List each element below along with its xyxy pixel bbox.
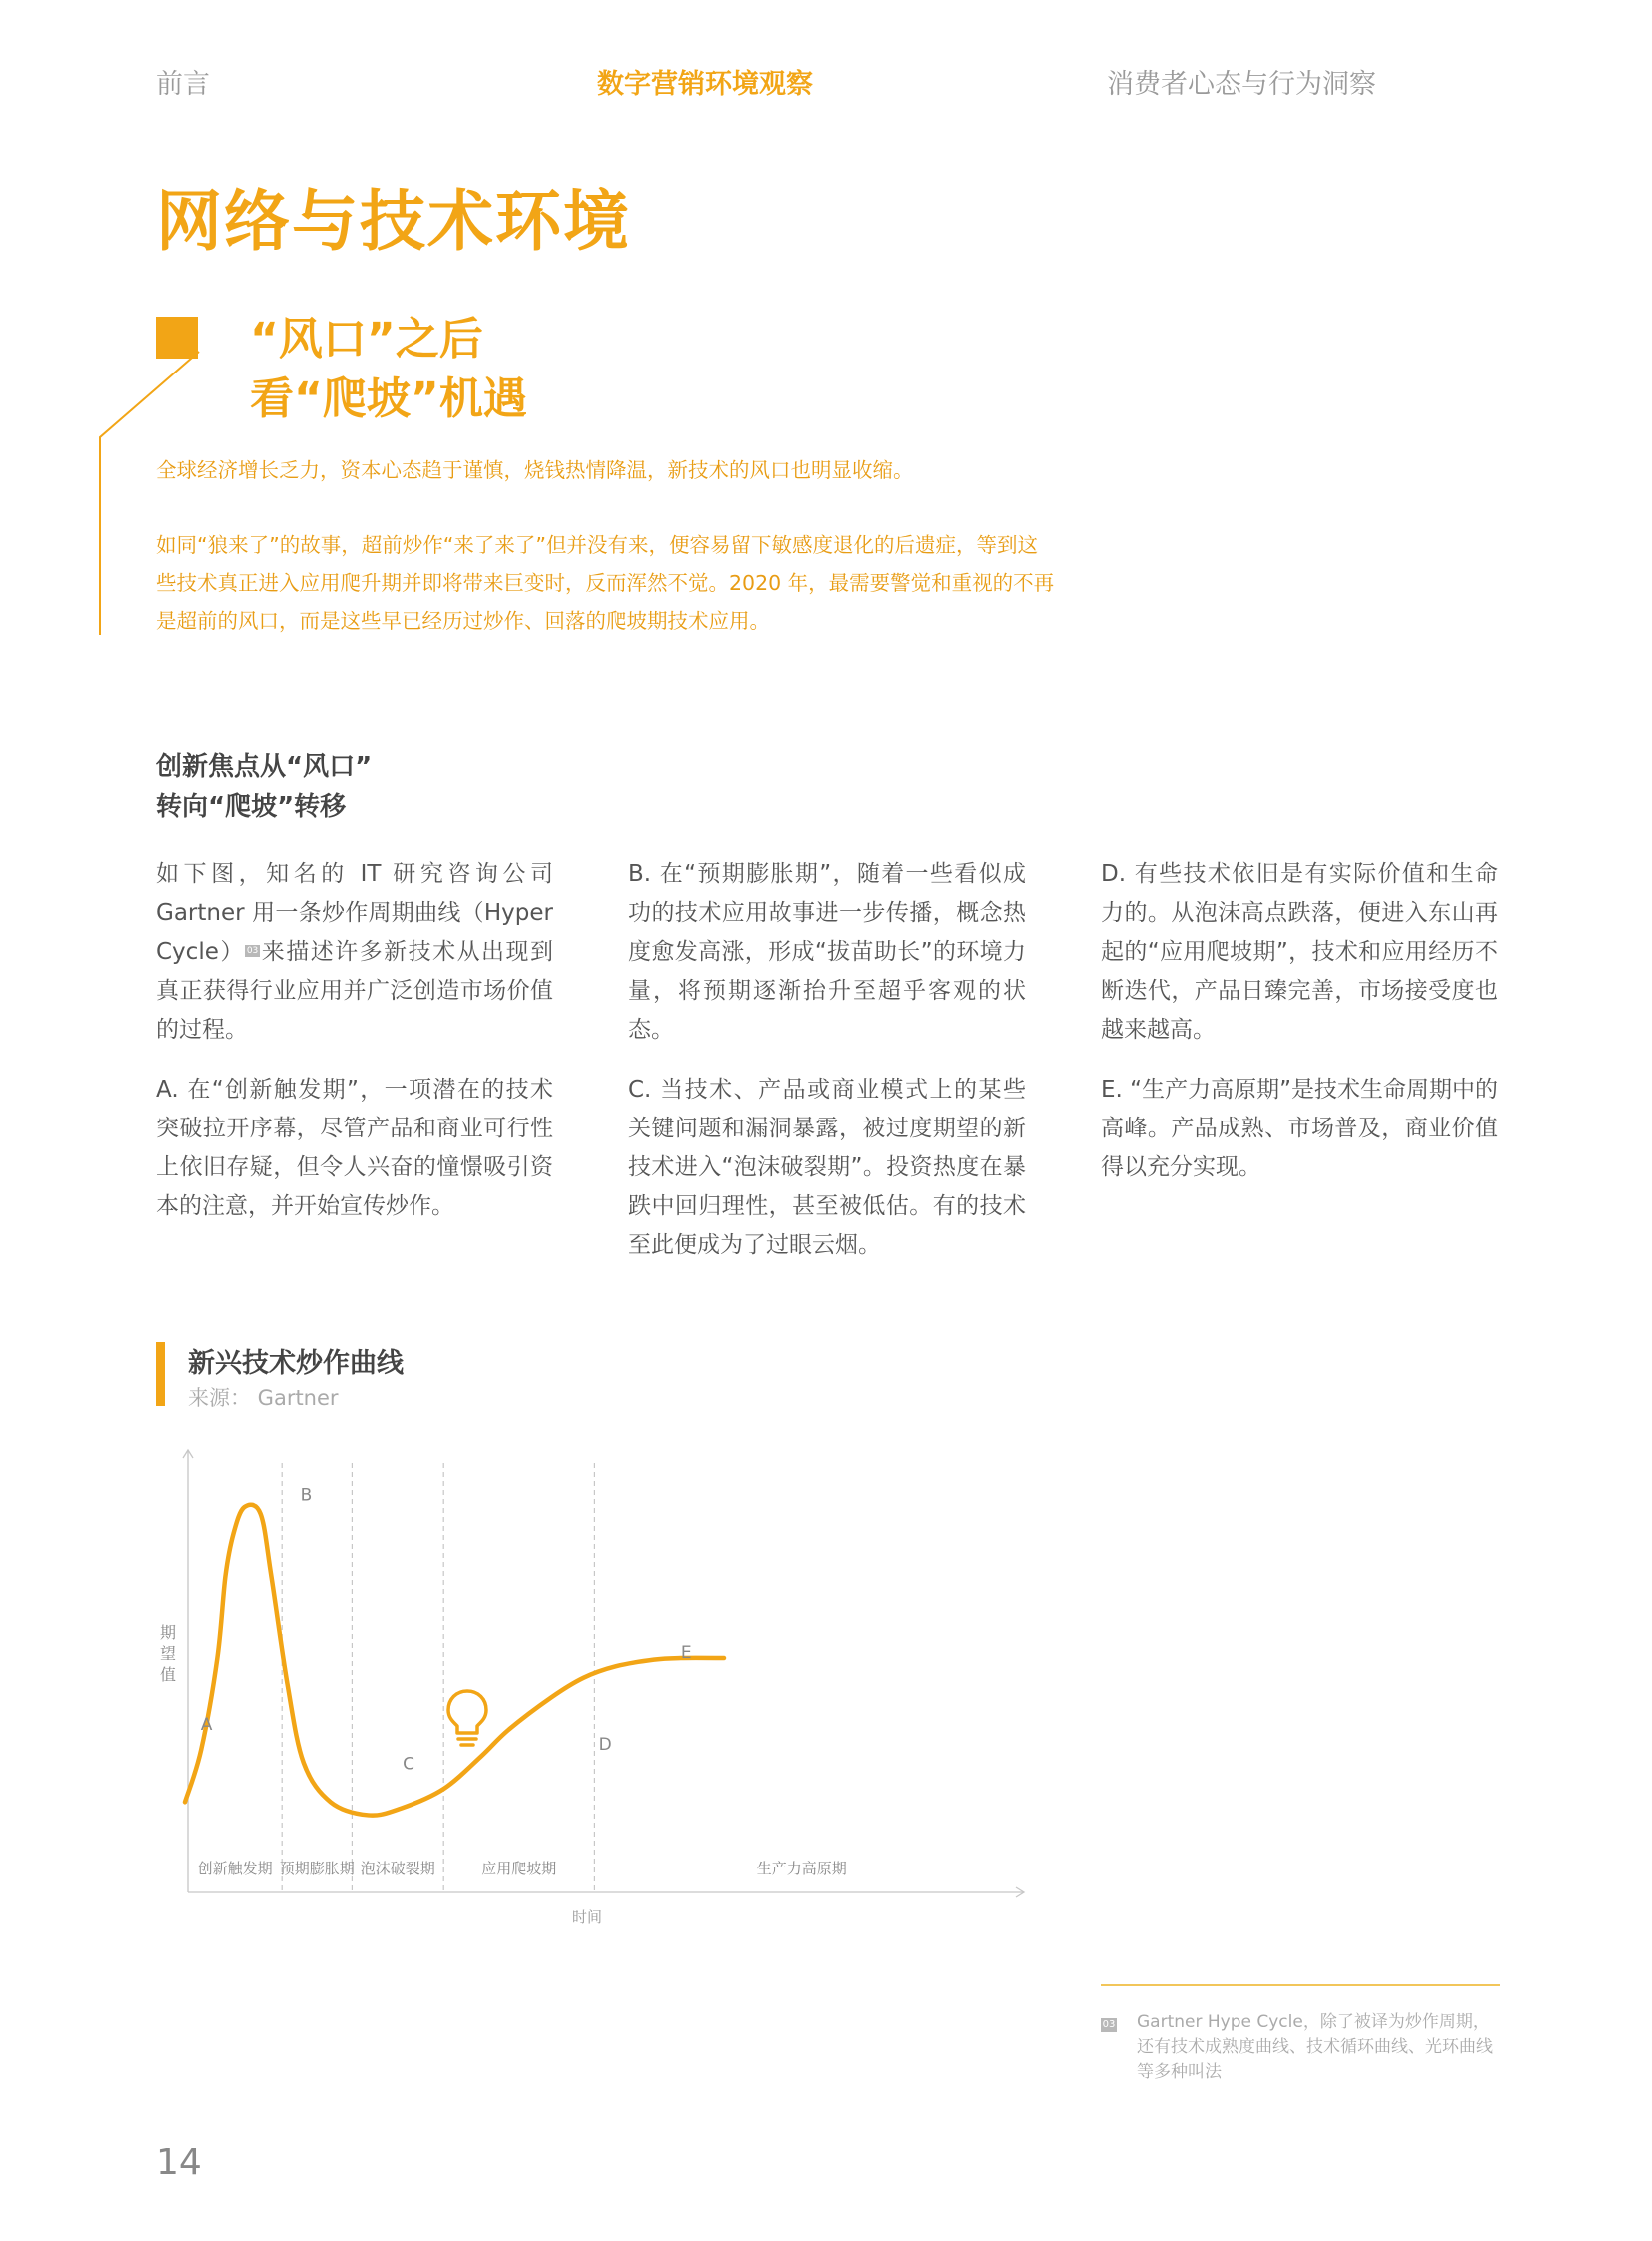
point-label-e: E (680, 1643, 692, 1663)
text-column-3 (1101, 855, 1498, 1208)
column-1-paragraph-1-b: 来描述许多新技术从出现到真正获得行业应用并广泛创造市场价值的过程。 (156, 939, 553, 1043)
column-2-paragraph-2: C. 当技术、产品或商业模式上的某些关键问题和漏洞暴露，被过度期望的新技术进入“泡沫破裂期”。投资热度在暴跌中回归理性，甚至被低估。有的技术至此便成为了过眼云烟。 (628, 1077, 1026, 1258)
phase-label-3: 泡沫破裂期 (360, 1860, 435, 1877)
column-2-paragraph-1: B. 在“预期膨胀期”，随着一些看似成功的技术应用故事进一步传播，概念热度愈发高涨，形成“拔苗助长”的环境力量，将预期逐渐抬升至超乎客观的状态。 (628, 861, 1026, 1043)
footnote-ref-icon[interactable]: 03 (246, 946, 259, 956)
hype-cycle-chart (150, 1438, 1049, 1937)
nav-tab-preface[interactable]: 前言 (156, 69, 210, 100)
page-number: 14 (156, 2142, 202, 2183)
column-3-paragraph-1: D. 有些技术依旧是有实际价值和生命力的。从泡沫高点跌落，便进入东山再起的“应用爬坡期”，技术和应用经历不断迭代，产品日臻完善，市场接受度也越来越高。 (1101, 861, 1498, 1043)
x-axis-label: 时间 (571, 1908, 603, 1926)
phase-label-1: 创新触发期 (197, 1860, 273, 1877)
y-axis-label-char: 期 (159, 1623, 177, 1642)
nav-tab-consumer-insight[interactable]: 消费者心态与行为洞察 (1107, 69, 1376, 100)
footnote-divider (1101, 1984, 1500, 1986)
y-axis-label-char: 值 (159, 1665, 177, 1684)
text-column-1 (156, 855, 553, 1247)
point-label-b: B (300, 1485, 313, 1506)
phase-label-5: 生产力高原期 (756, 1860, 847, 1877)
subtitle-line-1: “风口”之后 (250, 314, 483, 365)
point-label-a: A (200, 1715, 213, 1736)
hype-curve-line (185, 1505, 724, 1816)
lightbulb-icon (448, 1691, 486, 1745)
footnote-number: 03 (1102, 2019, 1116, 2030)
y-axis-label-char: 望 (159, 1644, 177, 1663)
chart-source: 来源： Gartner (188, 1386, 339, 1410)
footnote-text: Gartner Hype Cycle，除了被译为炒作周期，还有技术成熟度曲线、技术循环曲线、光环曲线等多种叫法 (1137, 2012, 1493, 2082)
section-heading-line-1: 创新焦点从“风口” (156, 752, 373, 782)
subtitle-square-marker (156, 317, 198, 359)
chart-title-bar (156, 1342, 165, 1406)
subtitle-line-2: 看“爬坡”机遇 (250, 374, 527, 424)
intro-paragraph-1: 全球经济增长乏力，资本心态趋于谨慎，烧钱热情降温，新技术的风口也明显收缩。 (156, 458, 914, 482)
point-label-d: D (598, 1734, 612, 1755)
intro-paragraph-2: 如同“狼来了”的故事，超前炒作“来了来了”但并没有来，便容易留下敏感度退化的后遗症，等到这些技术真正进入应用爬升期并即将带来巨变时，反而浑然不觉。2020 年，最需要警觉和重视的不再是超前的风口，而是这些早已经历过炒作、回落的爬坡期技术应用。 (156, 533, 1055, 633)
page-title: 网络与技术环境 (156, 183, 631, 260)
nav-tab-digital-marketing[interactable]: 数字营销环境观察 (597, 69, 813, 100)
column-1-paragraph-1 (156, 855, 553, 1050)
column-3-paragraph-2: E. “生产力高原期”是技术生命周期中的高峰。产品成熟、市场普及，商业价值得以充分实现。 (1101, 1077, 1498, 1180)
column-1-paragraph-1-a: 如下图，知名的 IT 研究咨询公司 Gartner 用一条炒作周期曲线（Hyper Cycle） (156, 861, 553, 965)
column-1-paragraph-2: A. 在“创新触发期”，一项潜在的技术突破拉开序幕，尽管产品和商业可行性上依旧存疑，但令人兴奋的憧憬吸引资本的注意，并开始宣传炒作。 (156, 1077, 553, 1219)
chart-title: 新兴技术炒作曲线 (188, 1348, 404, 1379)
section-heading (156, 747, 372, 827)
section-subtitle (250, 310, 527, 429)
phase-label-4: 应用爬坡期 (481, 1860, 557, 1877)
point-label-c: C (403, 1754, 415, 1775)
intro-text (156, 451, 1055, 640)
text-column-2 (628, 855, 1026, 1286)
section-heading-line-2: 转向“爬坡”转移 (156, 792, 347, 822)
phase-label-2: 预期膨胀期 (279, 1860, 355, 1877)
y-axis-label (160, 1623, 176, 1684)
